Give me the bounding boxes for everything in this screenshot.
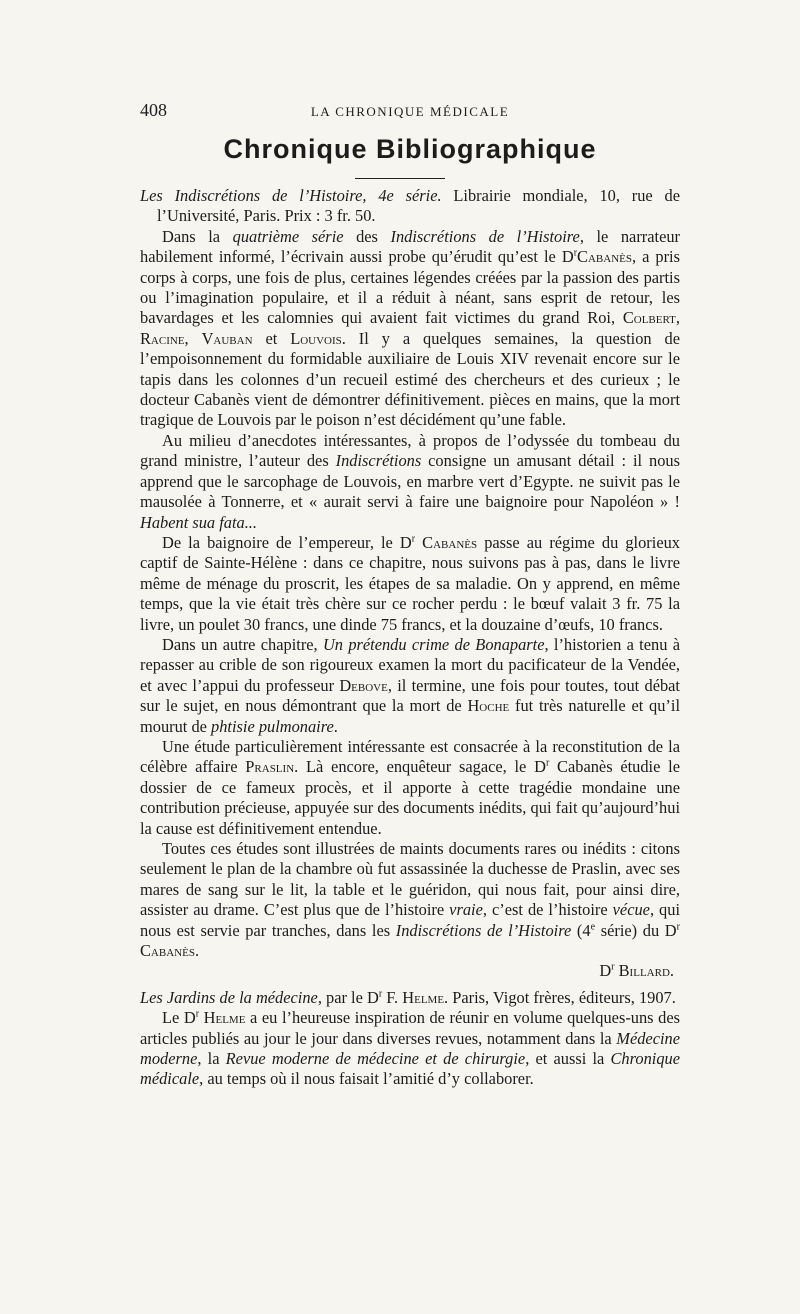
- paragraph-6: Toutes ces études sont illustrées de maints documents rares ou inédits : citons seulement le plan de la chambre où fut assassinée la duchesse de Praslin, avec ses mares de sang sur le lit, la table et le guéridon, qui nous fait, pour ainsi dire, assister au drame. C’est plus que de l’histoire vraie, c’est de l’histoire vécue, qui nous est servie par tranches, dans les Indiscrétions de l’Histoire (4e série) du $D^r$ Cabanès.: [140, 839, 681, 961]
- section-title: Chronique Bibliographique: [223, 134, 597, 164]
- book-series: 4e série.: [378, 186, 442, 205]
- paragraph-4: Dans un autre chapitre, Un prétendu crime de Bonaparte, l’historien a tenu à repasser au crible de son rigoureux examen la mort du pacificateur de la Vendée, et avec l’appui du professeur Debove, il termine, une fois pour toutes, tout débat sur le sujet, en nous démontrant que la mort de Hoche fut très naturelle et qu’il mourut de phtisie pulmonaire.: [140, 634, 680, 736]
- paragraph-1: Dans la quatrième série des Indiscrétions de l’Histoire, le narrateur habilement informé, l’écrivain aussi probe qu’érudit qu’est le $D^rCabanès$, a pris corps à corps, une fois de plus, certaines légendes créées par la passion des partis ou l’imagination populaire, et il a réduit à néant, sans esprit de retour, les bavardages et les calomnies qui avaient fait victimes du grand Roi, Colbert, Racine, Vauban et Louvois. Il y a quelques semaines, la question de l’empoisonnement du formidable auxiliaire de Louis XIV revenait encore sur le tapis dans les colonnes d’un recueil estimé des chercheurs et des curieux ; le docteur Cabanès vient de démontrer définitivement. pièces en mains, que la mort tragique de Louvois par le poison n’est décidément qu’une fable.: [140, 226, 680, 430]
- article-body: [140, 186, 680, 1090]
- title-rule: [355, 178, 445, 179]
- paragraph-7: Le $D^r$ Helme a eu l’heureuse inspiration de réunir en volume quelques-uns des articles publiés au jour le jour dans diverses revues, notamment dans la Médecine moderne, la Revue moderne de médecine et de chirurgie, et aussi la Chronique médicale, au temps où il nous faisait l’amitié d’y collaborer.: [140, 1008, 680, 1089]
- book-entry-1: [140, 186, 680, 227]
- paragraph-3: De la baignoire de l’empereur, le $D^r$ Cabanès passe au régime du glorieux captif de Sainte-Hélène : dans ce chapitre, nous suivons pas à pas, dans le livre même de ménage du proscrit, les étapes de sa maladie. On y apprend, en même temps, que la vie était très chère sur ce rocher perdu : le bœuf valait 3 fr. 75 la livre, un poulet 30 francs, une dinde 75 francs, et la douzaine d’œufs, 10 francs.: [140, 532, 680, 634]
- book-entry-2: Les Jardins de la médecine, par le $D^r$ F. Helme. Paris, Vigot frères, éditeurs, 1907.: [140, 987, 676, 1007]
- reviewer-signature: $D^r$ Billard.: [599, 961, 674, 981]
- paragraph-2: Au milieu d’anecdotes intéressantes, à propos de l’odyssée du tombeau du grand ministre, l’auteur des Indiscrétions consigne un amusant détail : il nous apprend que le sarcophage de Louvois, en marbre vert d’Egypte. ne suivit pas le mausolée à Tonnerre, et « aurait servi à faire une baignoire pour Napoléon » ! Habent sua fata...: [140, 430, 680, 532]
- page-header: [140, 100, 680, 124]
- page-number: 408: [140, 100, 167, 120]
- book-publisher: Librairie mondiale, 10, rue de l’Université, Paris. Prix : 3 fr. 50.: [157, 186, 680, 226]
- running-title: LA CHRONIQUE MÉDICALE: [310, 104, 510, 119]
- book-title: Les Jardins de la médecine,: [140, 987, 322, 1007]
- paragraph-5: Une étude particulièrement intéressante est consacrée à la reconstitution de la célèbre affaire Praslin. Là encore, enquêteur sagace, le $D^r$ Cabanès étudie le dossier de ce fameux procès, et il apporte à cette tragédie mondaine une contribution précieuse, appuyée sur des documents inédits, qui fait qu’aujourd’hui la cause est définitivement entendue.: [140, 736, 680, 838]
- author-name: Cabanès: [577, 247, 632, 267]
- book-title: Les Indiscrétions de l’Histoire,: [140, 186, 367, 205]
